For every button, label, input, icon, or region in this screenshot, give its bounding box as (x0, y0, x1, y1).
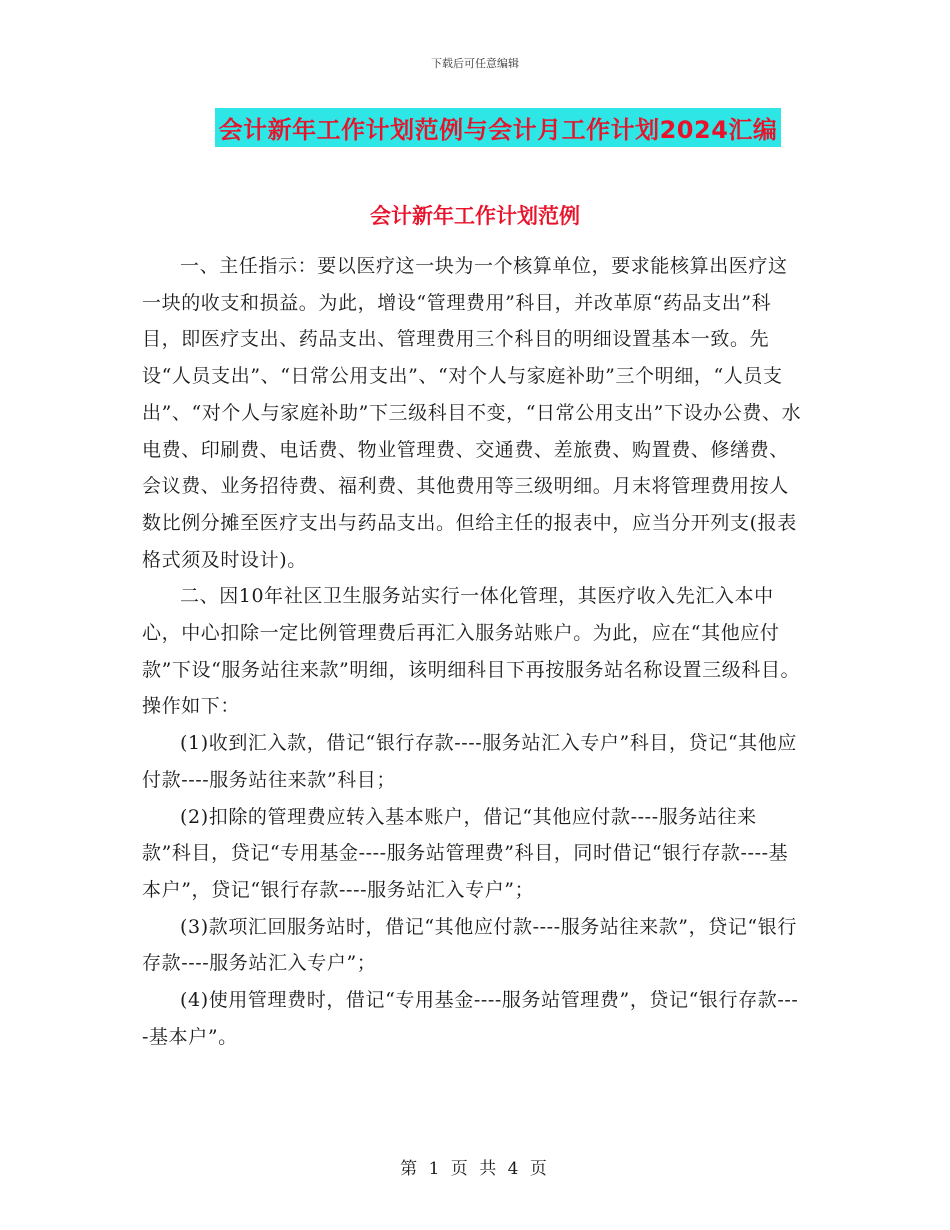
paragraph-1: 一、主任指示：要以医疗这一块为一个核算单位，要求能核算出医疗这一块的收支和损益。为此，增设“管理费用”科目，并改革原“药品支出”科目，即医疗支出、药品支出、管理费用三个科目的明细设置基本一致。先设“人员支出”、“日常公用支出”、“对个人与家庭补助”三个明细，“人员支出”、“对个人与家庭补助”下三级科目不变，“日常公用支出”下设办公费、水电费、印刷费、电话费、物业管理费、交通费、差旅费、购置费、修缮费、会议费、业务招待费、福利费、其他费用等三级明细。月末将管理费用按人数比例分摊至医疗支出与药品支出。但给主任的报表中，应当分开列支(报表格式须及时设计)。 (142, 255, 802, 571)
section-title: 会计新年工作计划范例 (370, 204, 580, 228)
paragraph-step-3: (3)款项汇回服务站时，借记“其他应付款----服务站往来款”，贷记“银行存款----服务站汇入专户”； (142, 915, 797, 975)
page-footer: 第 1 页 共 4 页 (400, 1159, 550, 1179)
paragraph-2: 二、因10年社区卫生服务站实行一体化管理，其医疗收入先汇入本中心，中心扣除一定比例管理费后再汇入服务站账户。为此，应在“其他应付款”下设“服务站往来款”明细，该明细科目下再按服务站名称设置三级科目。操作如下： (142, 585, 801, 718)
paragraph-step-4: (4)使用管理费时，借记“专用基金----服务站管理费”，贷记“银行存款----基本户”。 (142, 989, 799, 1048)
paragraph-step-2: (2)扣除的管理费应转入基本账户，借记“其他应付款----服务站往来款”科目，贷记“专用基金----服务站管理费”科目，同时借记“银行存款----基本户”，贷记“银行存款----服务站汇入专户”； (142, 805, 789, 901)
paragraph-step-1: (1)收到汇入款，借记“银行存款----服务站汇入专户”科目，贷记“其他应付款----服务站往来款”科目； (142, 732, 797, 791)
document-body (142, 248, 802, 1055)
document-title-container (0, 108, 950, 147)
header-note: 下载后可任意编辑 (431, 57, 519, 70)
document-title: 会计新年工作计划范例与会计月工作计划2024汇编 (215, 108, 782, 147)
